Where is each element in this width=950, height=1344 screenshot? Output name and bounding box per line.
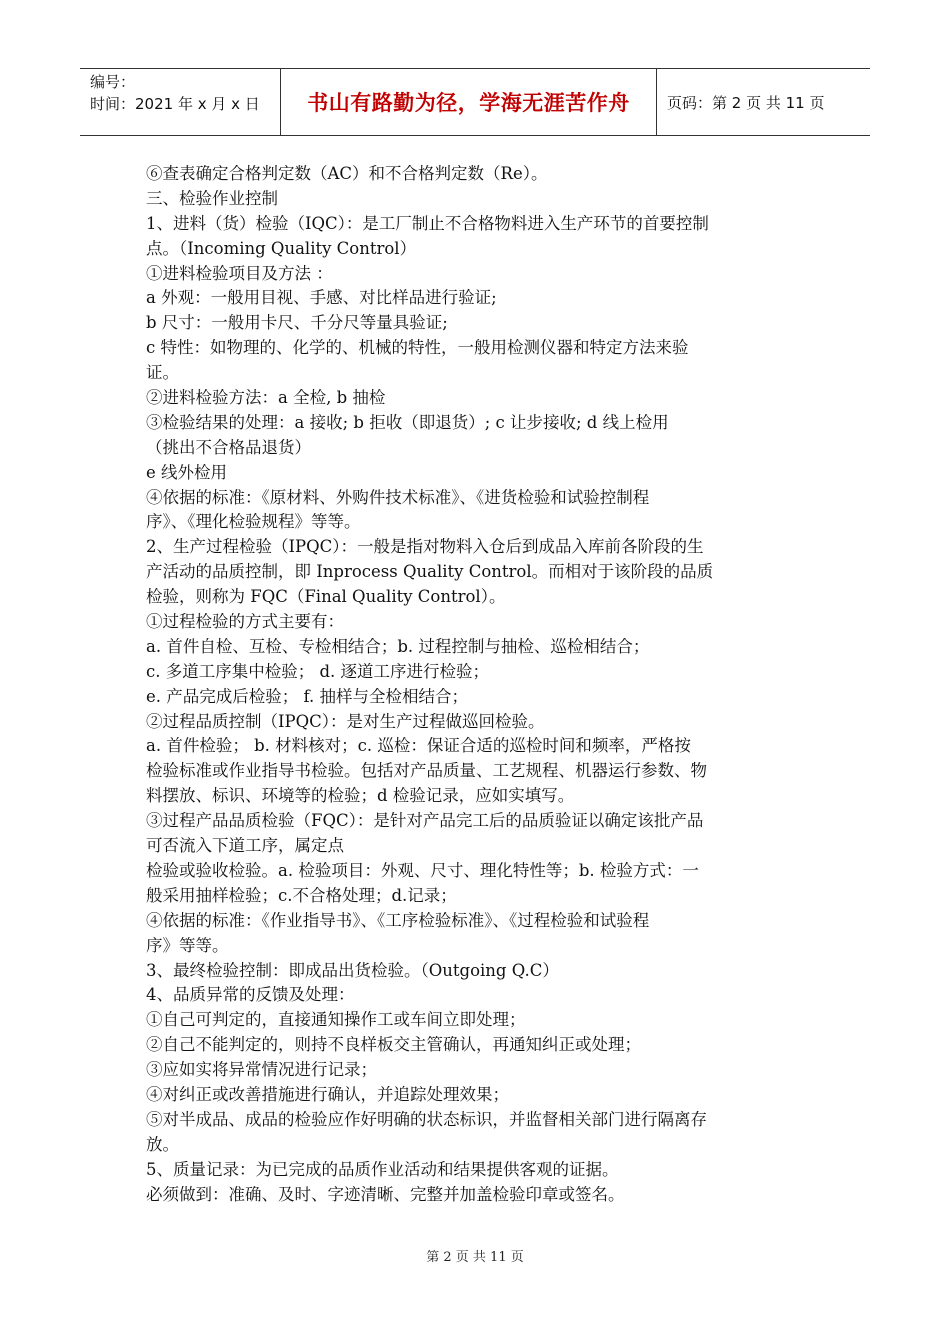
text-line: 三、检验作业控制 bbox=[146, 188, 278, 208]
text-line: ⑥查表确定合格判定数（AC）和不合格判定数（Re）。 bbox=[146, 164, 548, 183]
header-motto: 书山有路勤为径，学海无涯苦作舟 bbox=[280, 69, 657, 135]
text-line: 必须做到：准确、及时、字迹清晰、完整并加盖检验印章或签名。 bbox=[146, 1184, 625, 1204]
text-line: ④对纠正或改善措施进行确认，并追踪处理效果； bbox=[146, 1084, 509, 1104]
text-line: ②进料检验方法：a 全检, b 抽检 bbox=[146, 388, 386, 408]
code-label: 编号： bbox=[90, 73, 136, 91]
text-line: ①进料检验项目及方法 ： bbox=[146, 263, 333, 283]
text-line: 证。 bbox=[146, 363, 179, 383]
text-line: 4、品质异常的反馈及处理： bbox=[146, 985, 355, 1005]
text-line: c 特性：如物理的、化学的、机械的特性，一般用检测仪器和特定方法来验 bbox=[146, 338, 689, 358]
document-body bbox=[146, 162, 806, 1207]
text-line: a. 首件检验； b. 材料核对；c. 巡检：保证合适的巡检时间和频率，严格按 bbox=[146, 736, 691, 756]
text-line: ⑤对半成品、成品的检验应作好明确的状态标识，并监督相关部门进行隔离存 bbox=[146, 1109, 707, 1129]
text-line: 5、质量记录：为已完成的品质作业活动和结果提供客观的证据。 bbox=[146, 1159, 619, 1179]
text-line: 产活动的品质控制，即 Inprocess Quality Control。而相对于该阶段的品质 bbox=[146, 562, 714, 582]
text-line: e. 产品完成后检验； f. 抽样与全检相结合； bbox=[146, 686, 469, 706]
text-line: 序》等等。 bbox=[146, 935, 229, 955]
text-line: （挑出不合格品退货） bbox=[146, 437, 311, 457]
page-footer: 第 2 页 共 11 页 bbox=[426, 1250, 524, 1265]
text-line: ②自己不能判定的，则持不良样板交主管确认，再通知纠正或处理； bbox=[146, 1035, 641, 1055]
text-line: 1、进料（货）检验（IQC）：是工厂制止不合格物料进入生产环节的首要控制 bbox=[146, 213, 709, 233]
text-line: 检验标准或作业指导书检验。包括对产品质量、工艺规程、机器运行参数、物 bbox=[146, 761, 707, 781]
text-line: ①过程检验的方式主要有： bbox=[146, 612, 344, 632]
text-line: c. 多道工序集中检验； d. 逐道工序进行检验； bbox=[146, 661, 490, 681]
text-line: 放。 bbox=[146, 1134, 179, 1154]
text-line: 可否流入下道工序，属定点 bbox=[146, 836, 344, 856]
header-meta bbox=[80, 69, 280, 135]
text-line: ③检验结果的处理：a 接收; b 拒收（即退货）; c 让步接收; d 线上检用 bbox=[146, 412, 669, 432]
text-line: 检验或验收检验。a. 检验项目：外观、尺寸、理化特性等；b. 检验方式：一 bbox=[146, 860, 699, 880]
text-line: ④依据的标准：《作业指导书》、《工序检验标准》、《过程检验和试验程 bbox=[146, 910, 650, 930]
text-line: ②过程品质控制（IPQC）：是对生产过程做巡回检验。 bbox=[146, 711, 545, 731]
text-line: a. 首件自检、互检、专检相结合；b. 过程控制与抽检、巡检相结合； bbox=[146, 636, 650, 656]
date-label: 时间：2021 年 x 月 x 日 bbox=[90, 95, 260, 113]
text-line: 3、最终检验控制：即成品出货检验。（Outgoing Q.C） bbox=[146, 960, 559, 980]
text-line: b 尺寸：一般用卡尺、千分尺等量具验证; bbox=[146, 313, 448, 333]
text-line: 检验，则称为 FQC（Final Quality Control）。 bbox=[146, 587, 506, 607]
text-line: ③过程产品品质检验（FQC）：是针对产品完工后的品质验证以确定该批产品 bbox=[146, 811, 704, 831]
page-header bbox=[80, 68, 870, 136]
text-line: 料摆放、标识、环境等的检验；d 检验记录，应如实填写。 bbox=[146, 786, 575, 806]
text-line: e 线外检用 bbox=[146, 462, 228, 482]
text-line: 点。（Incoming Quality Control） bbox=[146, 238, 417, 258]
text-line: 2、生产过程检验（IPQC）：一般是指对物料入仓后到成品入库前各阶段的生 bbox=[146, 537, 704, 557]
text-line: ①自己可判定的，直接通知操作工或车间立即处理； bbox=[146, 1010, 526, 1030]
text-line: 般采用抽样检验；c.不合格处理；d.记录； bbox=[146, 885, 457, 905]
text-line: a 外观：一般用目视、手感、对比样品进行验证; bbox=[146, 288, 497, 308]
text-line: ④依据的标准：《原材料、外购件技术标准》、《进货检验和试验控制程 bbox=[146, 487, 650, 507]
header-page-label: 页码：第 2 页 共 11 页 bbox=[667, 93, 825, 112]
text-line: 序》、《理化检验规程》等等。 bbox=[146, 512, 361, 532]
text-line: ③应如实将异常情况进行记录； bbox=[146, 1060, 377, 1080]
